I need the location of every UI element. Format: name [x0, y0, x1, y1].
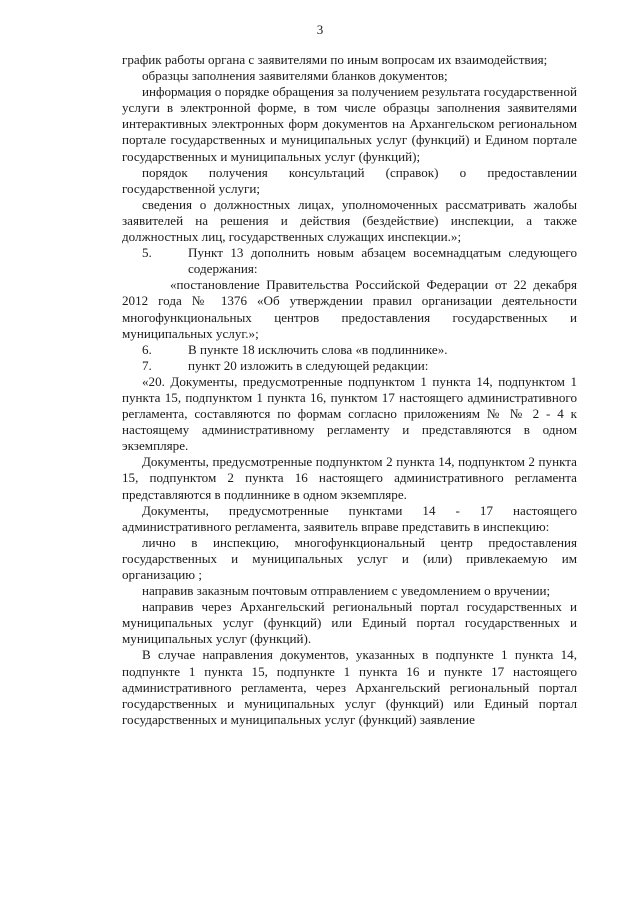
paragraph: лично в инспекцию, многофункциональный центр предоставления государственных и муниципальных услуг и (или) привлекаемую им организацию ; [122, 534, 577, 582]
paragraph [122, 358, 577, 374]
paragraph: направив через Архангельский региональный портал государственных и муниципальных услуг (функций) или Единый портал государственных и муниципальных услуг (функций). [122, 599, 577, 647]
paragraph: информация о порядке обращения за получением результата государственной услуги в электронной форме, в том числе образцы заполнения заявителями интерактивных электронных форм документов на Архангельском региональном портале государственных и муниципальных услуг (функций) и Едином портале государственных и муниципальных услуг (функций); [122, 84, 577, 164]
item-number: 7. [142, 357, 152, 373]
paragraph: сведения о должностных лицах, уполномоченных рассматривать жалобы заявителей на решения и действия (бездействие) инспекции, а также должностных лиц, государственных служащих инспекции.»; [122, 196, 577, 245]
paragraph: Документы, предусмотренные пунктами 14 - 17 настоящего административного регламента, заявитель вправе представить в инспекцию: [122, 502, 577, 534]
item-number: 5. [142, 245, 152, 261]
item-text: Пункт 13 дополнить новым абзацем восемнадцатым следующего содержания: [188, 245, 577, 277]
paragraph: график работы органа с заявителями по иным вопросам их взаимодействия; [122, 52, 548, 67]
item-number: 6. [142, 341, 152, 357]
paragraph: образцы заполнения заявителями бланков документов; [142, 68, 448, 84]
paragraph: «постановление Правительства Российской Федерации от 22 декабря 2012 года № 1376 «Об утверждении правил организации деятельности многофункциональных центров предоставления государственных и муниципальных услуг.»; [122, 277, 577, 341]
paragraph: направив заказным почтовым отправлением с уведомлением о вручении; [142, 583, 551, 599]
paragraph [122, 245, 577, 277]
page-number: 3 [316, 22, 324, 37]
paragraph [122, 342, 577, 358]
document-body [122, 52, 577, 728]
paragraph: порядок получения консультаций (справок) о предоставлении государственной услуги; [122, 164, 577, 196]
item-text: пункт 20 изложить в следующей редакции: [188, 357, 429, 373]
paragraph: «20. Документы, предусмотренные подпунктом 1 пункта 14, подпунктом 1 пункта 15, подпунктом 1 пункта 16, пунктом 17 настоящего административного регламента, составляются по формам согласно приложениям № № 2 - 4 к настоящему административному регламенту и представляются в одном экземпляре. [122, 373, 577, 454]
paragraph: Документы, предусмотренные подпунктом 2 пункта 14, подпунктом 2 пункта 15, подпунктом 2 пункта 16 настоящего административного регламента представляются в подлиннике в одном экземпляре. [122, 454, 577, 502]
paragraph: В случае направления документов, указанных в подпункте 1 пункта 14, подпункте 1 пункта 15, подпункте 1 пункта 16 и пункте 17 настоящего административного регламента, через Архангельский региональный портал государственных и муниципальных услуг (функций) или Единый портал государственных и муниципальных услуг (функций) заявление [122, 647, 577, 727]
item-text: В пункте 18 исключить слова «в подлиннике». [188, 341, 448, 357]
